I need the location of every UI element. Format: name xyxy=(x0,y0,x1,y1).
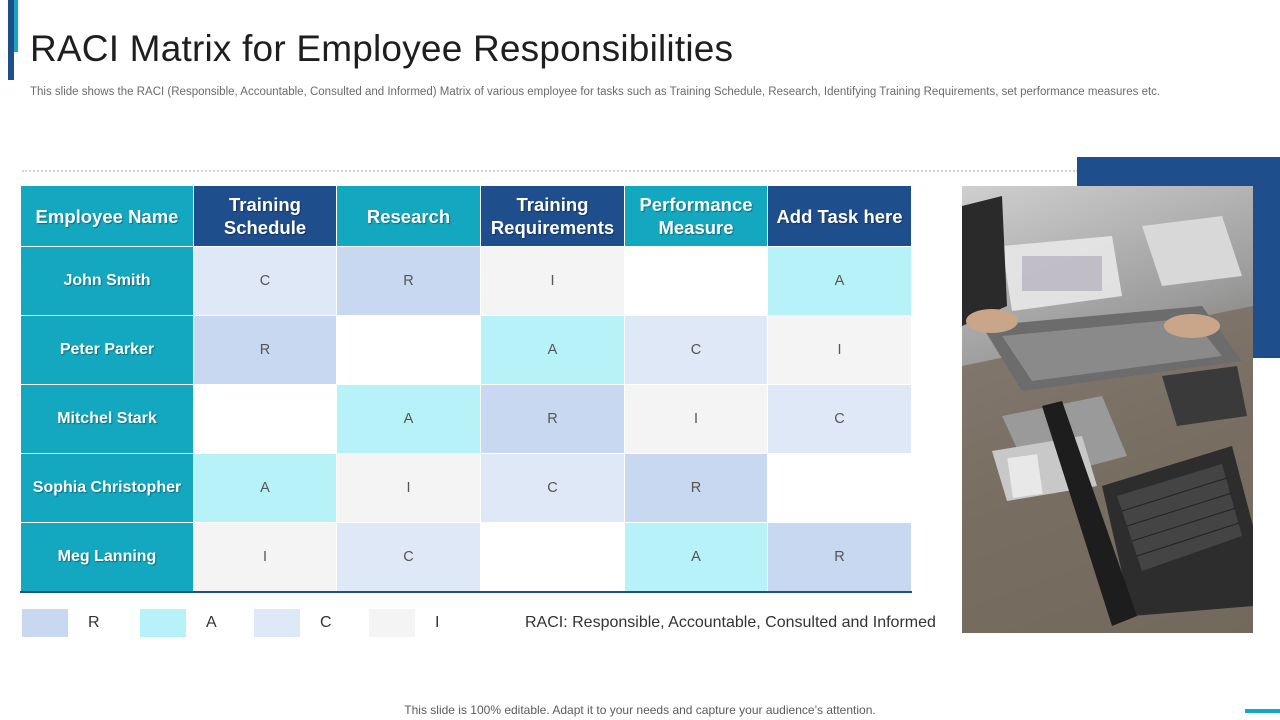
table-row xyxy=(21,247,912,316)
legend-item-a xyxy=(140,609,217,637)
raci-cell xyxy=(481,523,625,593)
legend-swatch-c xyxy=(254,609,300,637)
page-title: RACI Matrix for Employee Responsibilities xyxy=(30,28,734,69)
table-row xyxy=(21,454,912,523)
raci-cell: R xyxy=(481,385,625,454)
employee-name-cell: Meg Lanning xyxy=(21,523,194,593)
raci-cell xyxy=(768,454,912,523)
raci-cell xyxy=(625,247,768,316)
legend-label-a: A xyxy=(206,614,217,631)
legend-swatch-a xyxy=(140,609,186,637)
header-training-requirements: Training Requirements xyxy=(481,186,625,247)
raci-table xyxy=(20,185,912,593)
raci-cell: R xyxy=(194,316,337,385)
page-subtitle: This slide shows the RACI (Responsible, Accountable, Consulted and Informed) Matrix of various employee for tasks such as Training Schedule, Research, Identifying Training Requirements, set performance measures etc. xyxy=(30,86,1161,98)
header-add-task: Add Task here xyxy=(768,186,912,247)
legend-label-c: C xyxy=(320,614,332,631)
office-desk-photo xyxy=(962,186,1253,633)
raci-cell: R xyxy=(337,247,481,316)
raci-cell: I xyxy=(768,316,912,385)
header-training-schedule: Training Schedule xyxy=(194,186,337,247)
header-research: Research xyxy=(337,186,481,247)
legend-item-c xyxy=(254,609,332,637)
table-row xyxy=(21,316,912,385)
raci-cell: R xyxy=(625,454,768,523)
raci-cell: C xyxy=(625,316,768,385)
raci-cell xyxy=(337,316,481,385)
raci-cell: C xyxy=(481,454,625,523)
employee-name-cell: Mitchel Stark xyxy=(21,385,194,454)
raci-cell: C xyxy=(768,385,912,454)
raci-cell: A xyxy=(625,523,768,593)
header-performance-measure: Performance Measure xyxy=(625,186,768,247)
raci-cell: A xyxy=(337,385,481,454)
table-row xyxy=(21,523,912,593)
legend-swatch-r xyxy=(22,609,68,637)
raci-cell: A xyxy=(768,247,912,316)
legend-label-i: I xyxy=(435,614,440,631)
raci-cell: A xyxy=(481,316,625,385)
legend-label-r: R xyxy=(88,614,100,631)
raci-cell: R xyxy=(768,523,912,593)
raci-cell: I xyxy=(481,247,625,316)
employee-name-cell: Sophia Christopher xyxy=(21,454,194,523)
corner-accent-line xyxy=(1245,709,1280,713)
raci-cell: I xyxy=(194,523,337,593)
raci-cell: I xyxy=(625,385,768,454)
divider-dotted xyxy=(22,170,1078,172)
legend-description: RACI: Responsible, Accountable, Consulted and Informed xyxy=(525,614,936,631)
table-header-row xyxy=(21,186,912,247)
title-accent-bar-teal xyxy=(14,0,18,52)
header-employee-name: Employee Name xyxy=(21,186,194,247)
footer-note: This slide is 100% editable. Adapt it to your needs and capture your audience’s attention. xyxy=(404,703,876,717)
raci-cell: A xyxy=(194,454,337,523)
legend-swatch-i xyxy=(369,609,415,637)
employee-name-cell: John Smith xyxy=(21,247,194,316)
raci-cell: C xyxy=(194,247,337,316)
employee-name-cell: Peter Parker xyxy=(21,316,194,385)
raci-cell: C xyxy=(337,523,481,593)
legend-item-i xyxy=(369,609,439,637)
raci-cell xyxy=(194,385,337,454)
raci-cell: I xyxy=(337,454,481,523)
legend-item-r xyxy=(22,609,100,637)
table-row xyxy=(21,385,912,454)
